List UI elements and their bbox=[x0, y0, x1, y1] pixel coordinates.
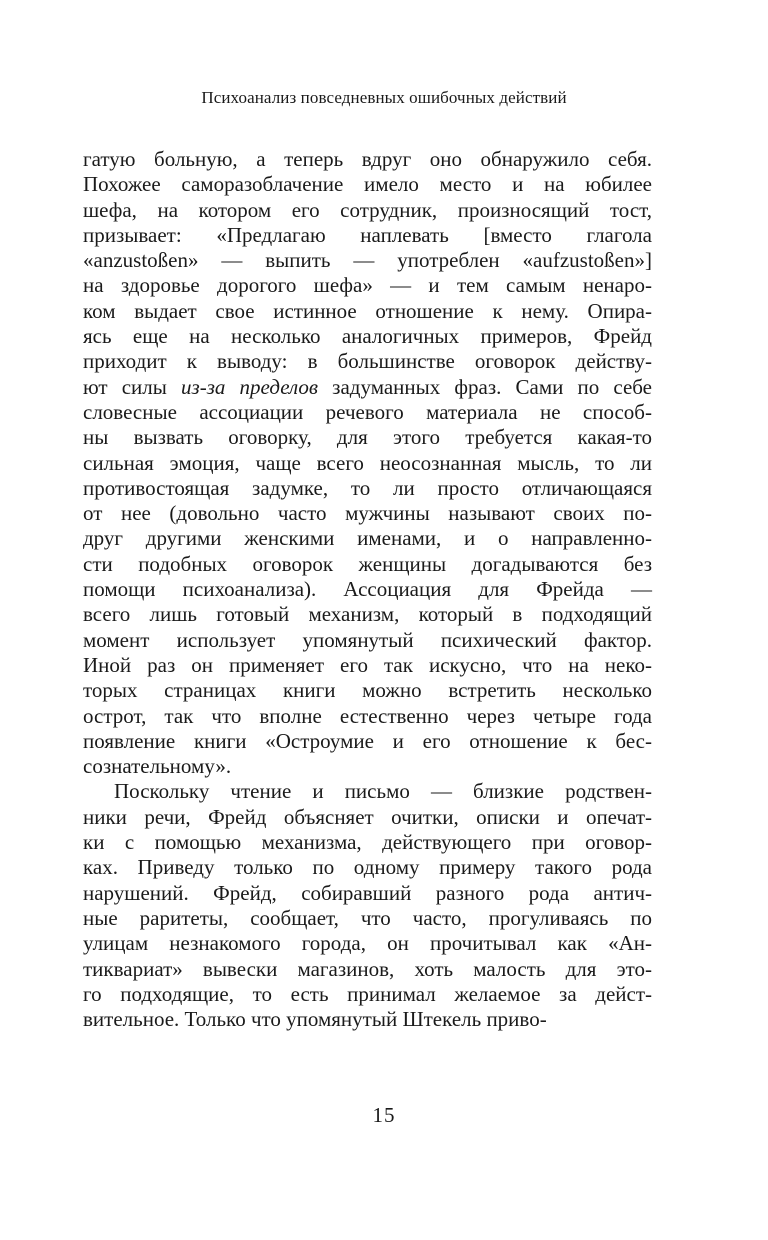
text-line bbox=[83, 1007, 652, 1032]
text-segment: на здоровье дорогого шефа» — и тем самым ненаро- bbox=[83, 273, 652, 298]
text-segment: острот, так что вполне естественно через четыре года bbox=[83, 703, 652, 728]
text-segment: нарушений. Фрейд, собиравший разного рода антич- bbox=[83, 880, 652, 905]
text-line bbox=[83, 982, 652, 1007]
text-segment: го подходящие, то есть принимал желаемое за дейст- bbox=[83, 981, 652, 1006]
text-line bbox=[83, 754, 652, 779]
text-line bbox=[83, 273, 652, 298]
page-number: 15 bbox=[372, 1103, 396, 1127]
text-segment: вительное. Только что упомянутый Штекель приво- bbox=[83, 1007, 547, 1032]
text-segment: всего лишь готовый механизм, который в подходящий bbox=[83, 602, 652, 627]
text-line bbox=[83, 476, 652, 501]
text-line bbox=[83, 931, 652, 956]
text-line bbox=[83, 526, 652, 551]
text-line bbox=[83, 324, 652, 349]
text-line bbox=[83, 501, 652, 526]
text-segment: от нее (довольно часто мужчины называют своих по- bbox=[83, 501, 652, 526]
text-segment: улицам незнакомого города, он прочитывал как «Ан- bbox=[83, 931, 652, 956]
text-segment: Похожее саморазоблачение имело место и на юбилее bbox=[83, 172, 652, 197]
text-segment: тиквариат» вывески магазинов, хоть малость для это- bbox=[83, 956, 652, 981]
text-line bbox=[83, 349, 652, 374]
text-line bbox=[83, 830, 652, 855]
text-line bbox=[83, 451, 652, 476]
text-segment: помощи психоанализа). Ассоциация для Фрейда — bbox=[83, 577, 652, 602]
text-segment: появление книги «Остроумие и его отношение к бес- bbox=[83, 728, 652, 753]
text-segment: ком выдает свое истинное отношение к нему. Опира- bbox=[83, 298, 652, 323]
text-segment: сознательному». bbox=[83, 754, 232, 779]
text-line bbox=[83, 400, 652, 425]
text-line bbox=[83, 628, 652, 653]
text-line bbox=[83, 881, 652, 906]
text-segment: Иной раз он применяет его так искусно, что на неко- bbox=[83, 652, 652, 677]
text-segment: ют силы bbox=[83, 374, 182, 399]
text-segment: ки с помощью механизма, действующего при оговор- bbox=[83, 830, 652, 855]
text-line bbox=[83, 172, 652, 197]
text-line bbox=[83, 223, 652, 248]
text-line bbox=[83, 855, 652, 880]
paragraph bbox=[83, 779, 652, 1032]
text-segment: сильная эмоция, чаще всего неосознанная мысль, то ли bbox=[83, 450, 652, 475]
text-segment: ны вызвать оговорку, для этого требуется какая-то bbox=[83, 425, 652, 450]
text-line bbox=[83, 299, 652, 324]
text-line bbox=[83, 805, 652, 830]
text-line bbox=[83, 779, 652, 804]
text-line bbox=[83, 425, 652, 450]
text-segment: гатую больную, а теперь вдруг оно обнаружило себя. bbox=[83, 147, 652, 171]
body-text bbox=[83, 147, 652, 1032]
text-segment: противостоящая задумке, то ли просто отличающаяся bbox=[83, 475, 652, 500]
text-segment: приходит к выводу: в большинстве оговорок действу- bbox=[83, 349, 652, 374]
text-line bbox=[83, 375, 652, 400]
text-segment: ники речи, Фрейд объясняет очитки, описки и опечат- bbox=[83, 804, 652, 829]
italic-emphasis: из-за пределов bbox=[181, 374, 319, 399]
paragraph bbox=[83, 147, 652, 779]
text-segment: торых страницах книги можно встретить несколько bbox=[83, 678, 652, 703]
text-segment: друг другими женскими именами, и о направленно- bbox=[83, 526, 652, 551]
text-segment: шефа, на котором его сотрудник, произносящий тост, bbox=[83, 197, 652, 222]
text-line bbox=[83, 577, 652, 602]
text-segment: ные раритеты, сообщает, что часто, прогуливаясь по bbox=[83, 905, 652, 930]
text-line bbox=[83, 729, 652, 754]
text-line bbox=[83, 906, 652, 931]
running-head: Психоанализ повседневных ошибочных действий bbox=[201, 88, 567, 107]
text-segment: «anzustoßen» — выпить — употреблен «aufzustoßen»] bbox=[83, 248, 652, 273]
text-line bbox=[83, 704, 652, 729]
text-segment: ясь еще на несколько аналогичных примеров, Фрейд bbox=[83, 324, 652, 349]
text-line bbox=[83, 147, 652, 172]
text-line bbox=[83, 198, 652, 223]
text-line bbox=[83, 602, 652, 627]
text-line bbox=[83, 957, 652, 982]
text-segment: ках. Приведу только по одному примеру такого рода bbox=[83, 855, 652, 880]
text-line bbox=[83, 248, 652, 273]
text-segment: задуманных фраз. Сами по себе bbox=[318, 374, 652, 399]
text-segment: момент использует упомянутый психический фактор. bbox=[83, 627, 652, 652]
text-line bbox=[83, 678, 652, 703]
text-line bbox=[83, 653, 652, 678]
text-segment: словесные ассоциации речевого материала не способ- bbox=[83, 399, 652, 424]
text-segment: призывает: «Предлагаю наплевать [вместо глагола bbox=[83, 222, 652, 247]
text-line bbox=[83, 552, 652, 577]
text-segment: сти подобных оговорок женщины догадываются без bbox=[83, 551, 652, 576]
text-segment: Поскольку чтение и письмо — близкие родствен- bbox=[114, 779, 652, 804]
